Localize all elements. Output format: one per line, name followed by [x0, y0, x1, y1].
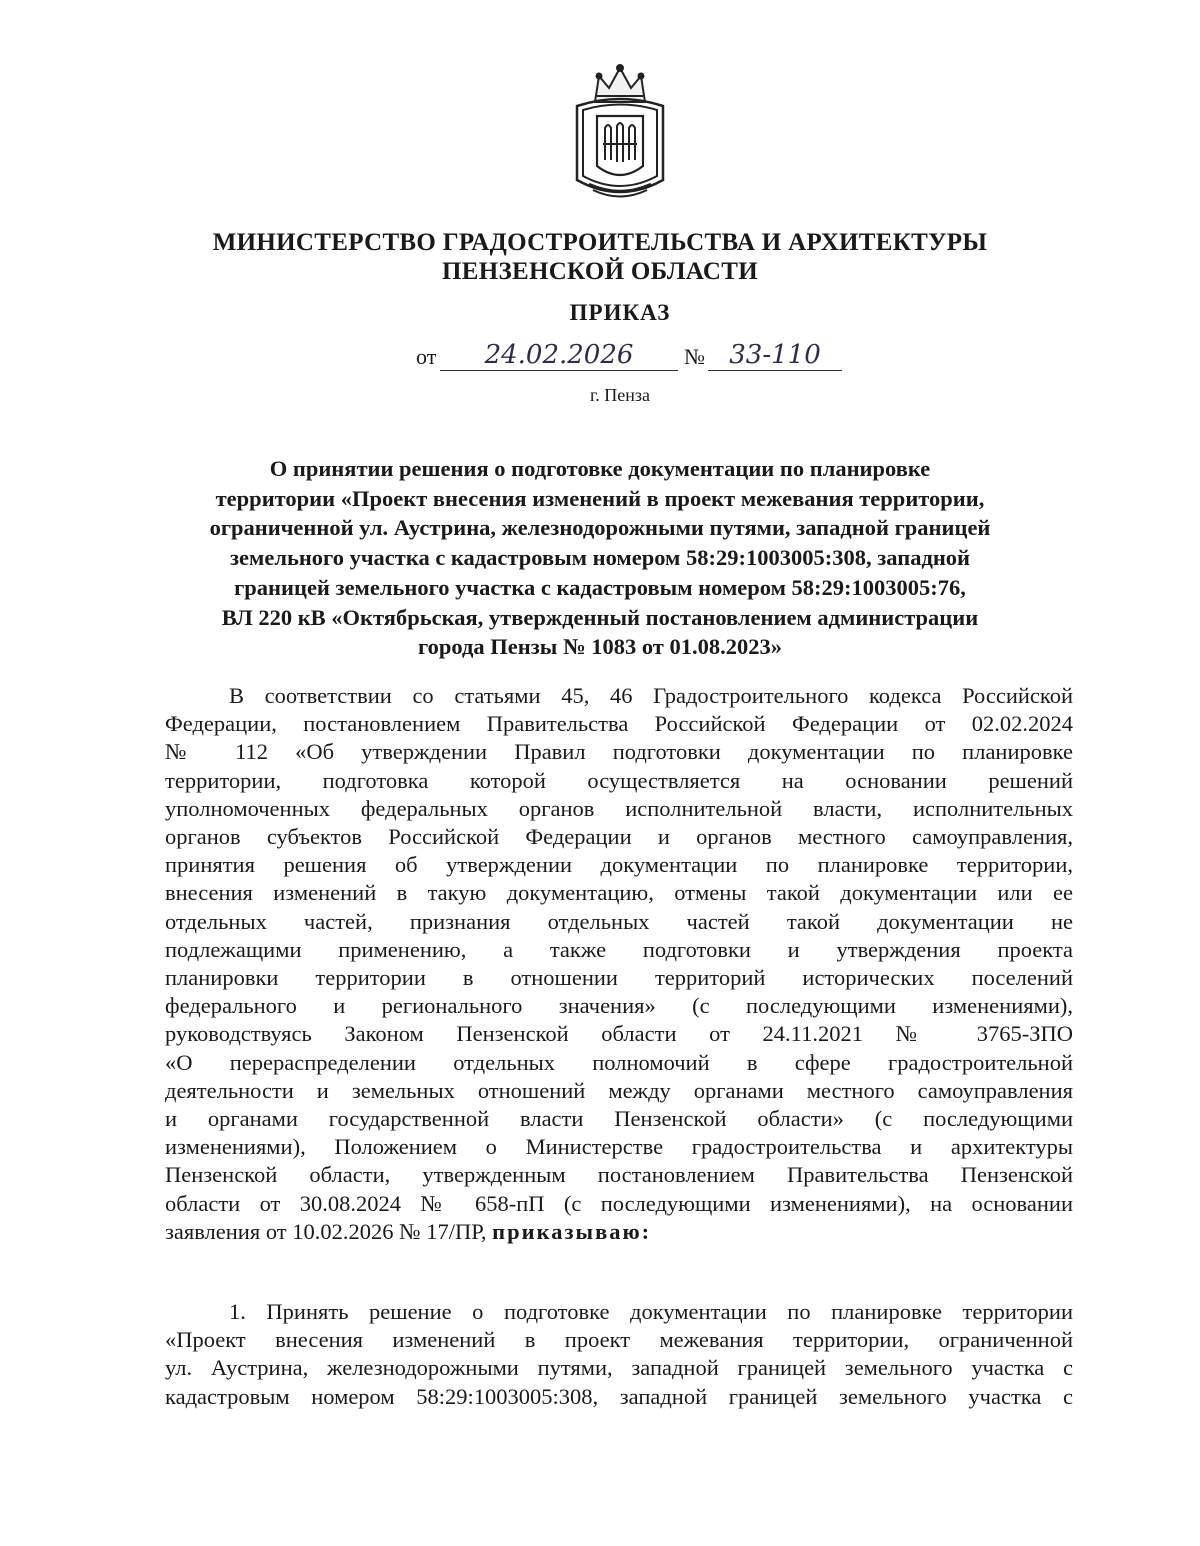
ministry-line-1: МИНИСТЕРСТВО ГРАДОСТРОИТЕЛЬСТВА И АРХИТЕКТУРЫ [212, 229, 988, 256]
order-title: ПРИКАЗ [569, 300, 671, 325]
coat-of-arms-emblem [567, 62, 673, 202]
paragraph-line: деятельности и земельных отношений между органами местного самоуправления [165, 1077, 1073, 1103]
subject-line: ВЛ 220 кВ «Октябрьская, утвержденный постановлением администрации [221, 604, 979, 630]
paragraph-last-text: заявления от 10.02.2026 № 17/ПР, [165, 1218, 487, 1244]
order-verb-emphasis: приказываю: [492, 1218, 652, 1244]
paragraph-line: подлежащими применению, а также подготовки и утверждения проекта [165, 936, 1073, 962]
subject-line: города Пензы № 1083 от 01.08.2023» [418, 634, 782, 660]
subject-line: территории «Проект внесения изменений в проект межевания территории, [215, 485, 985, 511]
paragraph-line: 1. Принять решение о подготовке документации по планировке территории [229, 1299, 1073, 1324]
paragraph-line: федерального и регионального значения» (с последующими изменениями), [165, 993, 1073, 1019]
paragraph-line: отдельных частей, признания отдельных частей такой документации не [165, 908, 1073, 934]
subject-line: земельного участка с кадастровым номером 58:29:1003005:308, западной [229, 545, 971, 571]
clause-1-paragraph [165, 1298, 1073, 1411]
preamble-paragraph [165, 682, 1073, 1246]
paragraph-line: планировки территории в отношении территорий исторических поселений [165, 965, 1073, 991]
paragraph-line: кадастровым номером 58:29:1003005:308, западной границей земельного участка с [165, 1383, 1073, 1409]
paragraph-line: «О перераспределении отдельных полномочий в сфере градостроительной [165, 1049, 1073, 1075]
paragraph-line: уполномоченных федеральных органов исполнительной власти, исполнительных [165, 795, 1073, 821]
paragraph-line: ул. Аустрина, железнодорожными путями, западной границей земельного участка с [165, 1355, 1073, 1381]
paragraph-last-line [165, 1218, 1073, 1246]
paragraph-line: № 112 «Об утверждении Правил подготовки документации по планировке [165, 739, 1073, 765]
subject-line: О принятии решения о подготовке документации по планировке [269, 456, 931, 481]
paragraph-line: руководствуясь Законом Пензенской области от 24.11.2021 № 3765-ЗПО [165, 1021, 1073, 1047]
order-date-handwritten: 24.02.2026 [440, 340, 678, 371]
subject-line: границей земельного участка с кадастровым номером 58:29:1003005:76, [234, 574, 966, 600]
paragraph-line: изменениями), Положением о Министерстве градостроительства и архитектуры [165, 1134, 1073, 1160]
ministry-name [170, 228, 1030, 286]
paragraph-line: органов субъектов Российской Федерации и органов местного самоуправления, [165, 824, 1073, 850]
ministry-line-2: ПЕНЗЕНСКОЙ ОБЛАСТИ [442, 258, 758, 285]
subject-line: ограниченной ул. Аустрина, железнодорожными путями, западной границей [209, 515, 991, 541]
paragraph-line: территории, подготовка которой осуществляется на основании решений [165, 767, 1073, 793]
order-number-handwritten: 33-110 [708, 340, 842, 371]
paragraph-line: принятия решения об утверждении документации по планировке территории, [165, 852, 1073, 878]
paragraph-line: Пензенской области, утвержденным постановлением Правительства Пензенской [165, 1162, 1073, 1188]
paragraph-line: «Проект внесения изменений в проект межевания территории, ограниченной [165, 1327, 1073, 1353]
paragraph-line: и органами государственной власти Пензенской области» (с последующими [165, 1106, 1073, 1132]
order-date-number-line [416, 340, 846, 372]
city-name: г. Пенза [589, 385, 651, 405]
date-prefix: от [416, 344, 437, 369]
paragraph-line: Федерации, постановлением Правительства Российской Федерации от 02.02.2024 [165, 711, 1073, 737]
coat-of-arms-icon [567, 62, 673, 202]
order-subject [150, 454, 1050, 662]
number-prefix: № [684, 344, 705, 369]
paragraph-line: области от 30.08.2024 № 658-пП (с последующими изменениями), на основании [165, 1190, 1073, 1216]
paragraph-line: внесения изменений в такую документацию, отмены такой документации или ее [165, 880, 1073, 906]
paragraph-line: В соответствии со статьями 45, 46 Градостроительного кодекса Российской [229, 683, 1073, 708]
